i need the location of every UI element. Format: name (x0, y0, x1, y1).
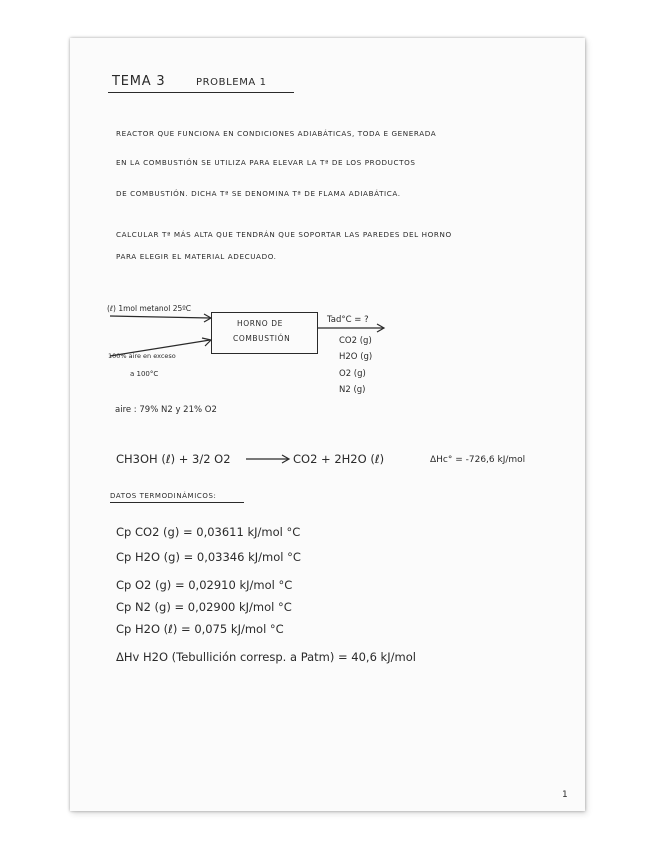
cp-h2o-liquid: Cp H2O (ℓ) = 0,075 kJ/mol °C (116, 622, 284, 636)
problem-title: PROBLEMA 1 (196, 77, 267, 88)
input-air-label: 100% aire en exceso (108, 352, 176, 360)
topic-title: TEMA 3 (112, 74, 166, 89)
cp-h2o-gas: Cp H2O (g) = 0,03346 kJ/mol °C (116, 550, 301, 564)
statement-line-4: CALCULAR Tª MÁS ALTA QUE TENDRÁN QUE SOPORTAR LAS PAREDES DEL HORNO (116, 230, 452, 239)
thermo-heading: DATOS TERMODINÁMICOS: (110, 492, 217, 500)
paper-sheet (70, 38, 585, 811)
reaction-arrow (244, 452, 292, 466)
product-h2o: H2O (g) (339, 352, 373, 362)
cp-n2: Cp N2 (g) = 0,02900 kJ/mol °C (116, 600, 292, 614)
statement-line-2: EN LA COMBUSTIÓN SE UTILIZA PARA ELEVAR LA Tª DE LOS PRODUCTOS (116, 158, 416, 167)
cp-co2: Cp CO2 (g) = 0,03611 kJ/mol °C (116, 525, 301, 539)
product-n2: N2 (g) (339, 385, 366, 395)
air-composition: aire : 79% N2 y 21% O2 (115, 405, 217, 415)
reaction-products: CO2 + 2H2O (ℓ) (293, 452, 385, 466)
statement-line-1: REACTOR QUE FUNCIONA EN CONDICIONES ADIABÁTICAS, TODA E GENERADA (116, 129, 437, 138)
vaporization-enthalpy: ΔHv H2O (Tebullición corresp. a Patm) = 40,6 kJ/mol (116, 650, 416, 664)
product-co2: CO2 (g) (339, 336, 372, 346)
statement-line-3: DE COMBUSTIÓN. DICHA Tª SE DENOMINA Tª DE FLAMA ADIABÁTICA. (116, 189, 401, 198)
furnace-label-2: COMBUSTIÓN (233, 334, 291, 343)
product-o2: O2 (g) (339, 369, 366, 379)
furnace-label-1: HORNO DE (237, 319, 283, 328)
reaction-enthalpy: ΔHc° = -726,6 kJ/mol (430, 455, 526, 465)
reaction-reactants: CH3OH (ℓ) + 3/2 O2 (116, 452, 231, 466)
page-number: 1 (562, 790, 568, 800)
output-arrow (317, 322, 387, 334)
title-underline (108, 92, 294, 93)
statement-line-5: PARA ELEGIR EL MATERIAL ADECUADO. (116, 252, 277, 261)
thermo-heading-underline (110, 502, 244, 503)
output-temperature-label: Tad°C = ? (327, 315, 369, 325)
input-air-temp: a 100°C (130, 370, 159, 378)
input-methanol-label: (ℓ) 1mol metanol 25ºC (107, 304, 192, 313)
cp-o2: Cp O2 (g) = 0,02910 kJ/mol °C (116, 578, 293, 592)
